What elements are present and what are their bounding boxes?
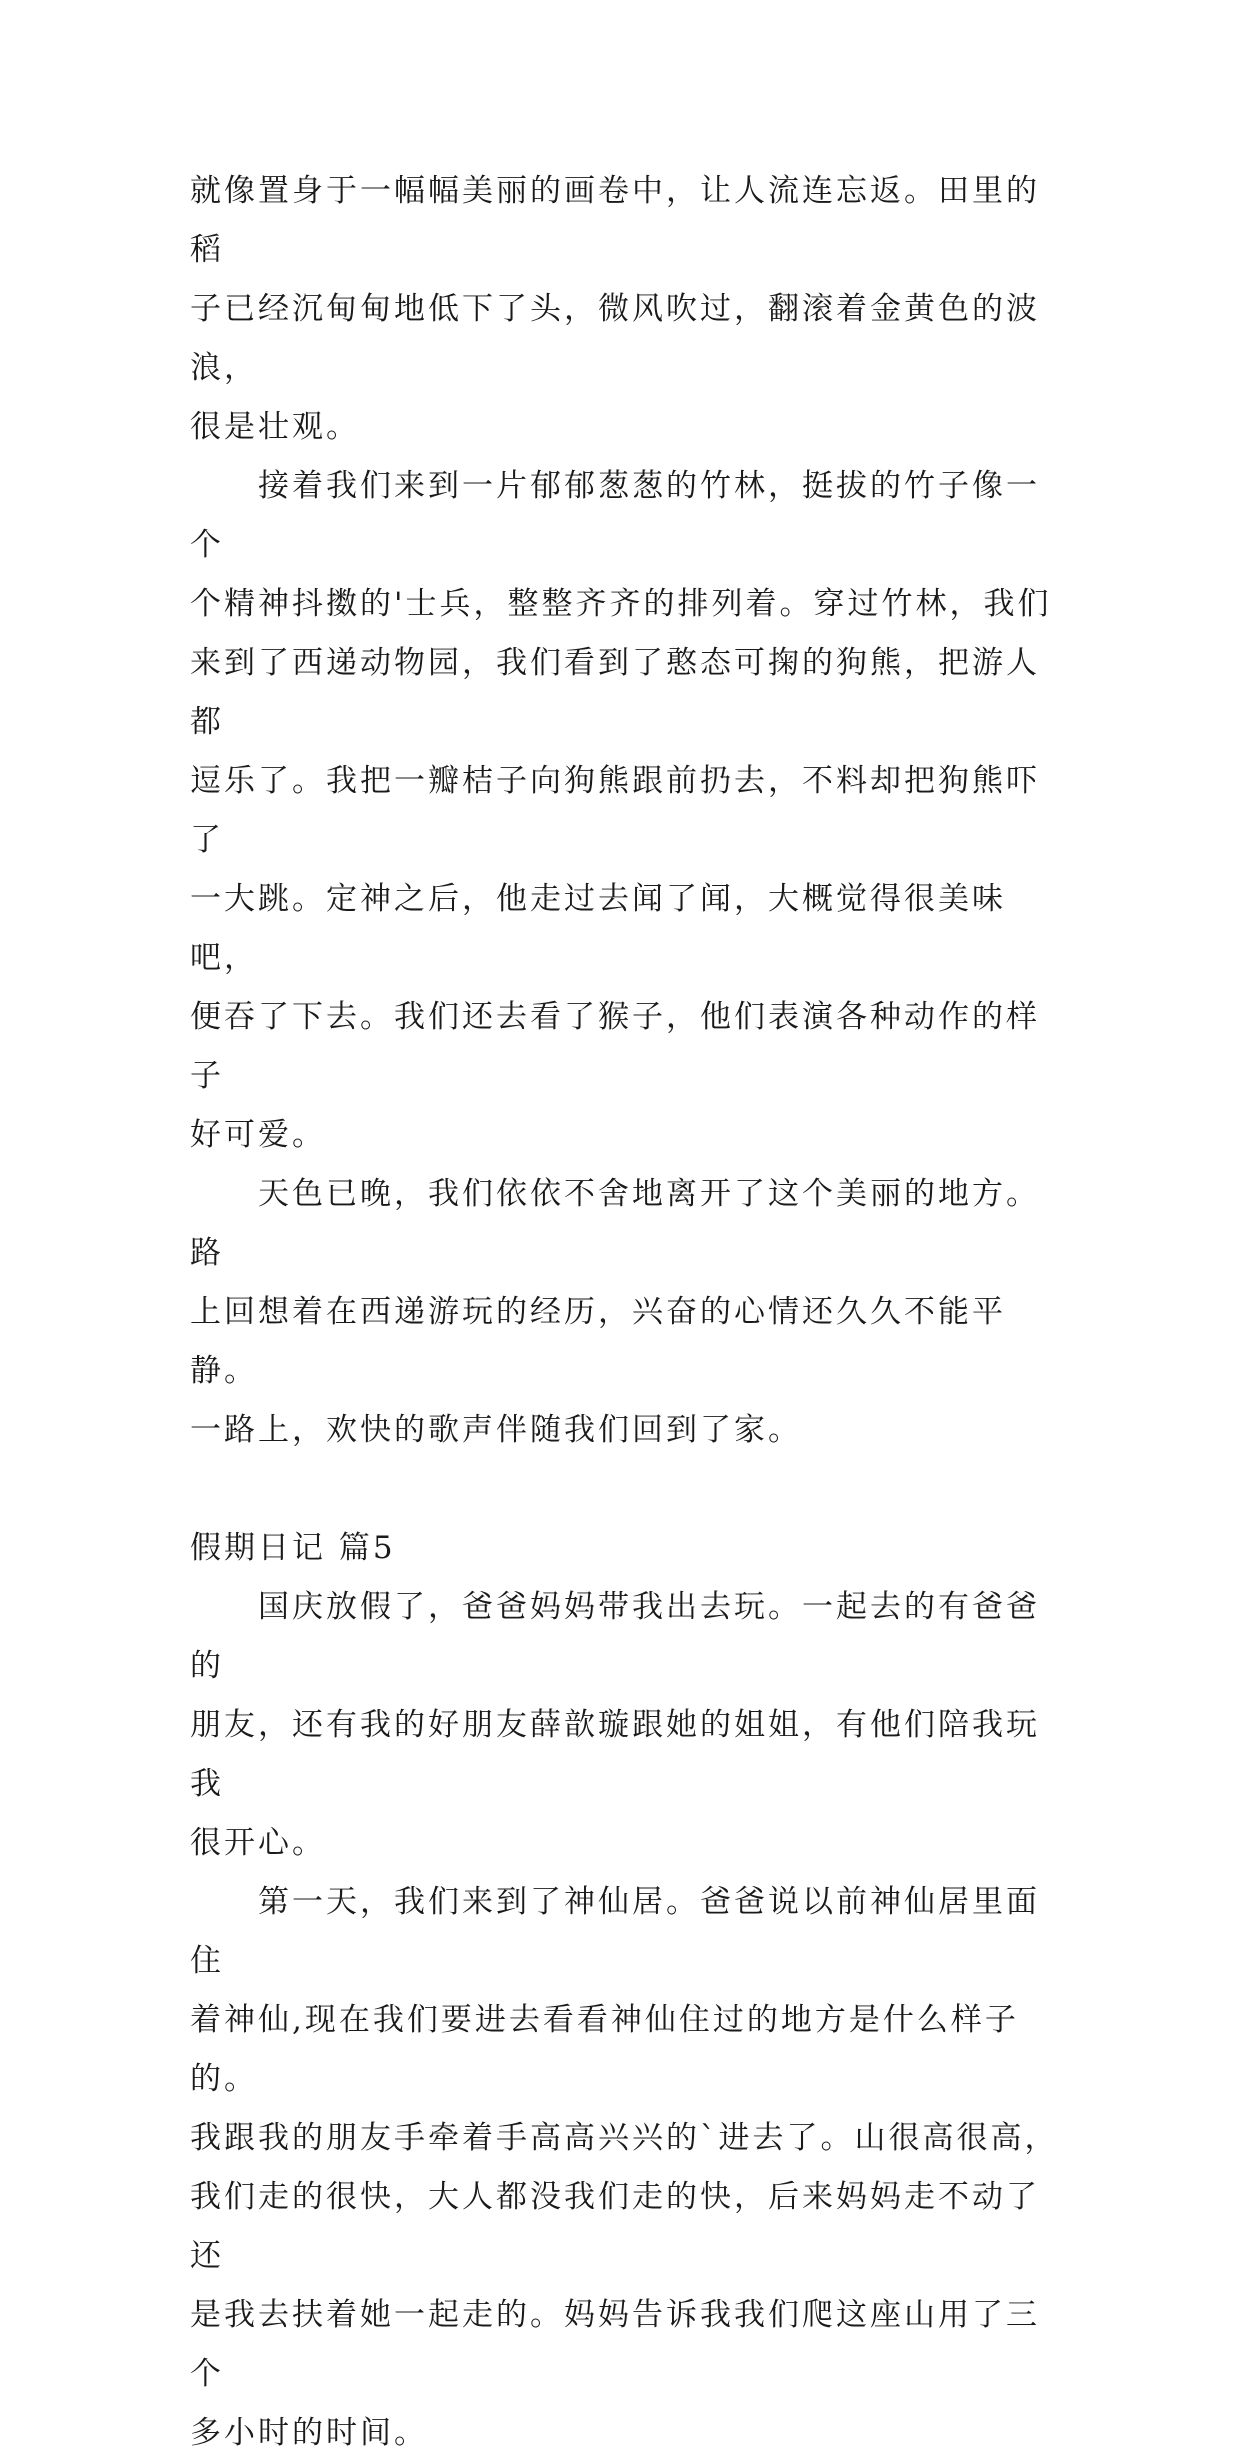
paragraph: 国庆放假了，爸爸妈妈带我出去玩。一起去的有爸爸的 朋友，还有我的好朋友薛歆璇跟她的姐姐，有他们陪我玩我 很开心。 [190, 1589, 1040, 1861]
section-spacer [190, 1460, 1070, 1519]
document-body [190, 162, 1070, 2463]
paragraph: 就像置身于一幅幅美丽的画卷中，让人流连忘返。田里的稻 子已经沉甸甸地低下了头，微风吹过，翻滚着金黄色的波浪， 很是壮观。 [190, 173, 1040, 445]
paragraph: 接着我们来到一片郁郁葱葱的竹林，挺拔的竹子像一个 个精神抖擞的'士兵，整整齐齐的排列着。穿过竹林，我们 来到了西递动物园，我们看到了憨态可掬的狗熊，把游人都 逗乐了。我把一瓣桔子向狗熊跟前扔去，不料却把狗熊吓了 一大跳。定神之后，他走过去闻了闻，大概觉得很美味吧， 便吞了下去。我们还去看了猴子，他们表演各种动作的样子 好可爱。 [190, 468, 1052, 1153]
paragraph: 天色已晚，我们依依不舍地离开了这个美丽的地方。路 上回想着在西递游玩的经历，兴奋的心情还久久不能平静。 一路上，欢快的歌声伴随我们回到了家。 [190, 1176, 1040, 1448]
paragraph: 第一天，我们来到了神仙居。爸爸说以前神仙居里面住 着神仙,现在我们要进去看看神仙住过的地方是什么样子的。 我跟我的朋友手牵着手高高兴兴的`进去了。山很高很高， 我们走的很快，大人都没我们走的快，后来妈妈走不动了还 是我去扶着她一起走的。妈妈告诉我我们爬这座山用了三个 多小时的时间。 [190, 1884, 1059, 2451]
section-heading: 假期日记 篇5 [190, 1530, 396, 1566]
